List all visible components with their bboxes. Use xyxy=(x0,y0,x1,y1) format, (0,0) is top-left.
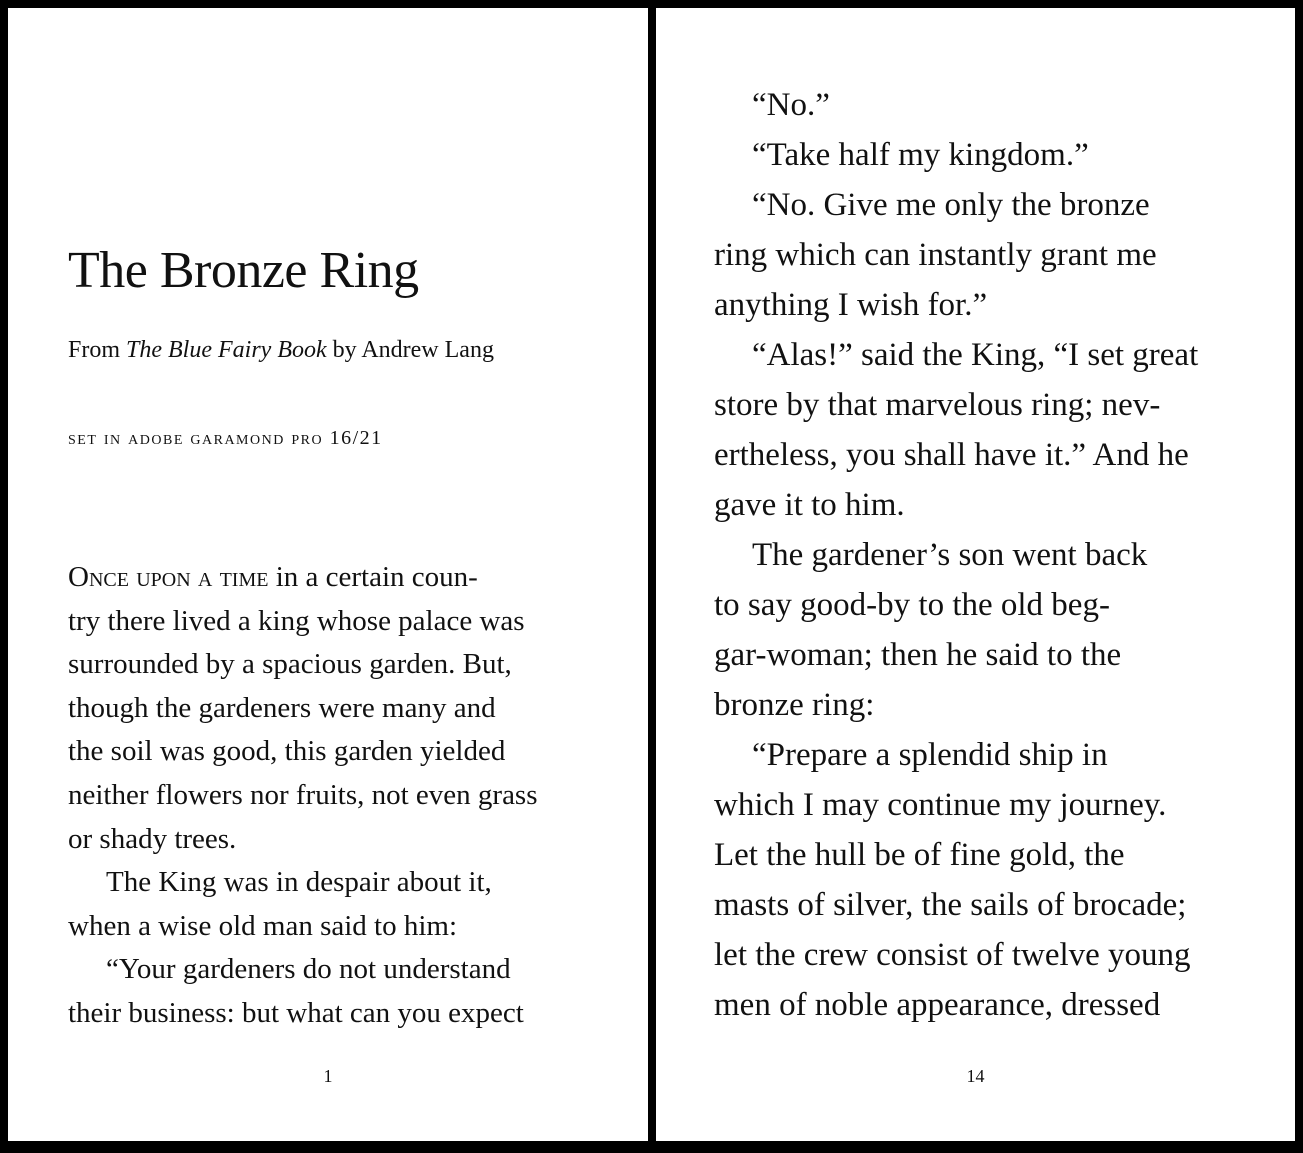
text-line: “No.” xyxy=(752,87,830,123)
page-number: 1 xyxy=(323,1066,333,1086)
colophon: set in adobe garamond pro 16/21 xyxy=(68,427,383,449)
subtitle xyxy=(68,336,494,365)
text-line: The King was in despair about it, xyxy=(106,866,492,899)
text-line: the soil was good, this garden yielded xyxy=(68,735,506,768)
text-line: “No. Give me only the bronze xyxy=(752,187,1150,223)
text-line: “Alas!” said the King, “I set great xyxy=(752,337,1199,373)
paragraph xyxy=(68,948,598,1035)
paragraph xyxy=(714,130,1254,180)
text-line: The gardener’s son went back xyxy=(752,537,1148,573)
paragraph xyxy=(714,730,1254,1030)
right-body-text xyxy=(714,80,1254,1030)
page-title: The Bronze Ring xyxy=(68,242,419,299)
text-line xyxy=(68,556,598,600)
text-line: gar-woman; then he said to the xyxy=(714,637,1122,673)
text-line: their business: but what can you expect xyxy=(68,996,524,1029)
text-line: neither flowers nor fruits, not even grass xyxy=(68,778,538,811)
paragraph xyxy=(68,556,598,861)
text-line: surrounded by a spacious garden. But, xyxy=(68,648,512,681)
paragraph xyxy=(714,80,1254,130)
text-line: men of noble appearance, dressed xyxy=(714,987,1161,1023)
text-line: try there lived a king whose palace was xyxy=(68,604,525,637)
paragraph xyxy=(714,180,1254,330)
page-number: 14 xyxy=(966,1066,985,1086)
text-line: “Prepare a splendid ship in xyxy=(752,737,1108,773)
text-line: store by that marvelous ring; nev- xyxy=(714,387,1161,423)
text-line: to say good-by to the old beg- xyxy=(714,587,1110,623)
text-line: when a wise old man said to him: xyxy=(68,909,458,942)
text-line: gave it to him. xyxy=(714,487,905,523)
text-line: let the crew consist of twelve young xyxy=(714,937,1191,973)
subtitle-prefix: From xyxy=(68,337,127,363)
text-line: ring which can instantly grant me xyxy=(714,237,1157,273)
subtitle-author: by Andrew Lang xyxy=(326,337,494,363)
left-page xyxy=(8,8,648,1141)
text-line-rest: in a certain coun- xyxy=(268,561,478,593)
text-line: anything I wish for.” xyxy=(714,287,988,323)
right-page xyxy=(656,8,1295,1141)
text-line: though the gardeners were many and xyxy=(68,691,496,724)
text-line: which I may continue my journey. xyxy=(714,787,1167,823)
text-line: bronze ring: xyxy=(714,687,875,723)
text-line: “Your gardeners do not understand xyxy=(106,953,511,986)
text-line: Let the hull be of fine gold, the xyxy=(714,837,1125,873)
paragraph xyxy=(714,530,1254,730)
paragraph xyxy=(714,330,1254,530)
left-body-text xyxy=(68,556,598,1036)
text-line: masts of silver, the sails of brocade; xyxy=(714,887,1187,923)
text-line: “Take half my kingdom.” xyxy=(752,137,1089,173)
book-title: The Blue Fairy Book xyxy=(126,337,327,363)
text-line: or shady trees. xyxy=(68,822,237,855)
paragraph xyxy=(68,861,598,948)
lead-in: Once upon a time xyxy=(68,561,269,593)
text-line: ertheless, you shall have it.” And he xyxy=(714,437,1189,473)
